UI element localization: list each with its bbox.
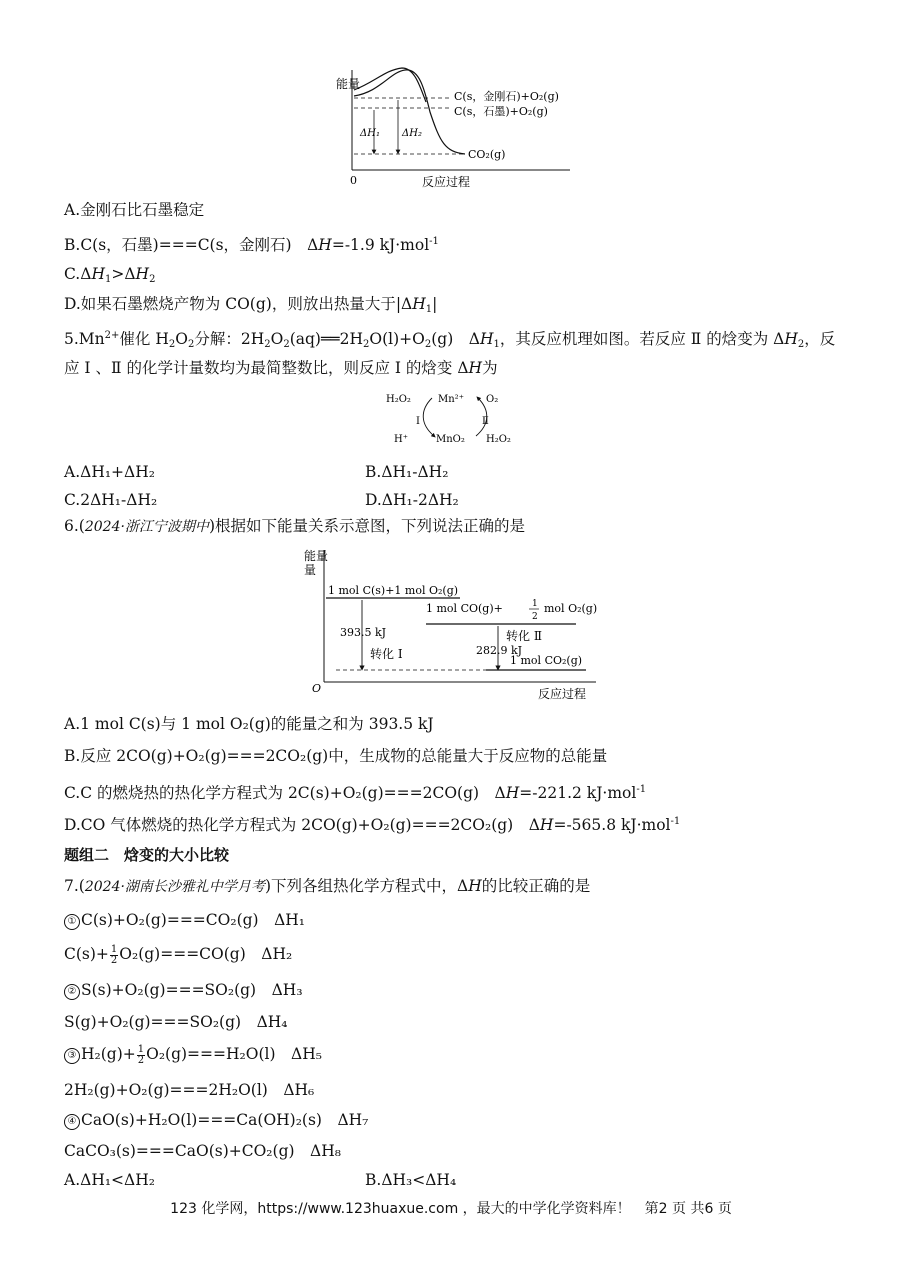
q7-eq7: ④ CaO(s)+H₂O(l)===Ca(OH)₂(s) ΔH₇ — [64, 1110, 368, 1130]
dh1-label: ΔH₁ — [360, 128, 380, 139]
mech-mno2: MnO₂ — [436, 434, 465, 445]
mech-mn2plus: Mn²⁺ — [438, 394, 464, 405]
group-title: 题组二 焓变的大小比较 — [64, 846, 230, 864]
energy-393: 393.5 kJ — [340, 626, 387, 639]
mech-label-i: Ⅰ — [416, 416, 420, 427]
top-level-label: 1 mol C(s)+1 mol O₂(g) — [328, 584, 459, 597]
mech-label-ii: Ⅱ — [482, 416, 489, 427]
co2-level-label: CO₂(g) — [468, 148, 506, 161]
q6-option-b: B.反应 2CO(g)+O₂(g)===2CO₂(g)中，生成物的总能量大于反应物的总能量 — [64, 747, 608, 765]
q4-option-b: B.C(s，石墨)===C(s，金刚石) ΔH=-1.9 kJ·mol$^{-1}$ — [64, 236, 439, 254]
q4-option-d: D.如果石墨燃烧产物为 CO(g)，则放出热量大于$|\Delta H_1|$ — [64, 295, 438, 315]
mid-level-label-b: mol O₂(g) — [544, 602, 598, 615]
energy-282: 282.9 kJ — [476, 644, 523, 657]
q7-eq5: ③ H₂(g)+ $\frac{1}{2}$ O₂(g)===H₂O(l) ΔH₅ — [64, 1044, 322, 1066]
q6-option-a: A.1 mol C(s)与 1 mol O₂(g)的能量之和为 393.5 kJ — [64, 715, 434, 733]
q7-eq6: 2H₂(g)+O₂(g)===2H₂O(l) ΔH₆ — [64, 1081, 315, 1099]
page-footer: 123 化学网，https://www.123huaxue.com ，最大的中学化学资料库！ 第2 页 共6 页 — [170, 1201, 732, 1217]
q7-eq2: C(s)+ $\frac{1}{2}$ O₂(g)===CO(g) ΔH₂ — [64, 943, 293, 966]
graphite-level-label: C(s，石墨)+O₂(g) — [454, 105, 548, 118]
q6-option-c: C.C 的燃烧热的热化学方程式为 2C(s)+O₂(g)===2CO(g) ΔH=-221.2 kJ·mol$^{-1}$ — [64, 784, 647, 802]
conv1-label: 转化 Ⅰ — [370, 647, 403, 661]
q5-option-c: C.2ΔH₁-ΔH₂ — [64, 491, 158, 509]
mech-o2: O₂ — [486, 394, 499, 405]
y-axis-label-2: 能量 — [304, 549, 329, 563]
energy-diagram-carbon — [330, 62, 580, 192]
q5-stem-line2: 应 Ⅰ 、Ⅱ 的化学计量数均为最简整数比，则反应 Ⅰ 的焓变 ΔH为 — [64, 359, 498, 377]
q6-option-d: D.CO 气体燃烧的热化学方程式为 2CO(g)+O₂(g)===2CO₂(g) ΔH=-565.8 kJ·mol$^{-1}$ — [64, 816, 681, 834]
mech-h2o2-right: H₂O₂ — [486, 434, 511, 445]
diamond-level-label: C(s，金刚石)+O₂(g) — [454, 90, 559, 103]
svg-text:量: 量 — [304, 563, 317, 577]
x-axis-label-2: 反应过程 — [538, 687, 587, 701]
q5-option-b: B.ΔH₁-ΔH₂ — [365, 463, 449, 481]
q7-eq4: S(g)+O₂(g)===SO₂(g) ΔH₄ — [64, 1013, 288, 1031]
q4-option-a: A.金刚石比石墨稳定 — [64, 201, 205, 219]
mid-level-frac-num: 1 — [532, 599, 538, 609]
q7-eq8: CaCO₃(s)===CaO(s)+CO₂(g) ΔH₈ — [64, 1142, 341, 1160]
mech-hplus: H⁺ — [394, 434, 408, 445]
q5-option-d: D.ΔH₁-2ΔH₂ — [365, 491, 459, 509]
q7-stem: 7.(2024·湖南长沙雅礼中学月考)下列各组热化学方程式中，ΔH的比较正确的是 — [64, 877, 591, 895]
origin-label: 0 — [350, 174, 357, 187]
mechanism-diagram — [380, 388, 530, 450]
mech-arrow-left — [423, 398, 434, 436]
q7-eq3: ② S(s)+O₂(g)===SO₂(g) ΔH₃ — [64, 980, 303, 1000]
q7-eq1: ① C(s)+O₂(g)===CO₂(g) ΔH₁ — [64, 910, 305, 930]
q7-option-a: A.ΔH₁<ΔH₂ — [64, 1171, 155, 1189]
energy-diagram-co — [296, 546, 606, 706]
conv2-label: 转化 Ⅱ — [506, 629, 542, 643]
q4-option-c: $C.\Delta H_1>\Delta H_2$ — [64, 265, 156, 285]
origin-label-2: O — [312, 682, 322, 695]
mid-level-frac-den: 2 — [532, 612, 538, 622]
bot-level-label: 1 mol CO₂(g) — [510, 654, 583, 667]
q6-stem: 6.(2024·浙江宁波期中)根据如下能量关系示意图，下列说法正确的是 — [64, 517, 525, 535]
dh2-label: ΔH₂ — [402, 128, 422, 139]
mech-h2o2-left: H₂O₂ — [386, 394, 411, 405]
q7-option-b: B.ΔH₃<ΔH₄ — [365, 1171, 457, 1189]
q5-stem-line1: $5.Mn^{2+}$催化 $H_2O_2$分解：$2H_2O_2(aq)══2H_2O(l)+O_2(g)$ $\Delta H_1$，其反应机理如图。若反应 Ⅱ 的焓变为 $\Delta H_2$，反 — [64, 330, 836, 350]
y-axis-label: 能量 — [336, 77, 361, 91]
mid-level-label-a: 1 mol CO(g)+ — [426, 602, 503, 615]
x-axis-label: 反应过程 — [422, 175, 471, 189]
q5-option-a: A.ΔH₁+ΔH₂ — [64, 463, 155, 481]
